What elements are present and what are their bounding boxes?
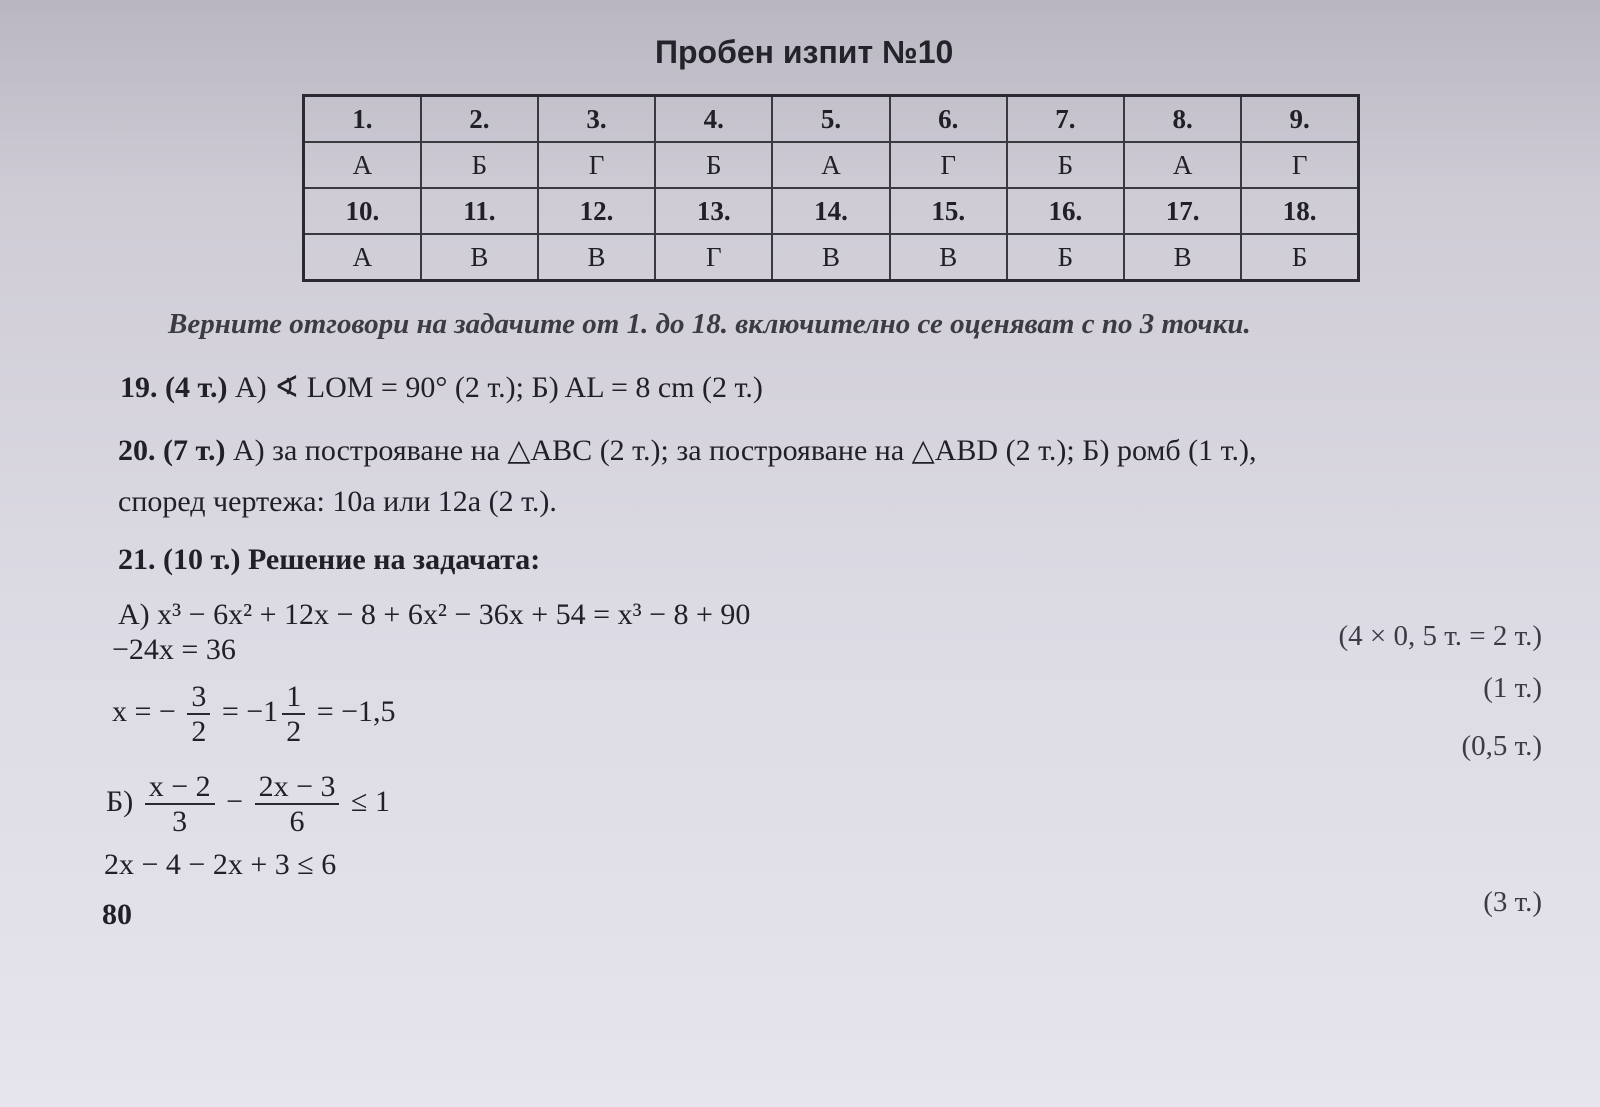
- points-annotation: (3 т.): [1483, 886, 1542, 918]
- table-cell: 13.: [655, 188, 772, 234]
- table-cell: А: [304, 234, 421, 281]
- fraction-denominator: 3: [172, 805, 188, 838]
- table-cell: 1.: [304, 96, 421, 143]
- table-cell: 6.: [890, 96, 1007, 143]
- table-cell: 9.: [1241, 96, 1358, 143]
- table-cell: Б: [1007, 234, 1124, 281]
- fraction-denominator: 2: [191, 715, 207, 748]
- table-cell: Г: [538, 142, 655, 188]
- table-cell: 3.: [538, 96, 655, 143]
- fraction-numerator: x − 2: [145, 770, 215, 805]
- table-cell: 5.: [772, 96, 889, 143]
- task-21-a-line-3: [112, 680, 396, 748]
- points-annotation: (0,5 т.): [1461, 730, 1542, 762]
- task-19-label: 19. (4 т.): [120, 371, 228, 404]
- equation-part: = −1,5: [316, 694, 396, 728]
- table-cell: Б: [1241, 234, 1358, 281]
- table-cell: А: [1124, 142, 1241, 188]
- table-cell: Г: [655, 234, 772, 281]
- fraction-x-minus-2-over-3: [145, 770, 215, 838]
- fraction-numerator: 3: [187, 680, 210, 715]
- table-row-numbers-1: [304, 96, 1359, 143]
- table-cell: Б: [1007, 142, 1124, 188]
- task-20-line-2: според чертежа: 10a или 12a (2 т.).: [118, 485, 557, 518]
- equation-part: ≤ 1: [350, 784, 390, 818]
- task-21-a-line-2: −24x = 36: [112, 633, 236, 666]
- table-cell: 16.: [1007, 188, 1124, 234]
- table-cell: В: [772, 234, 889, 281]
- task-19-text: А) ∢ LOM = 90° (2 т.); Б) AL = 8 cm (2 т.): [234, 371, 763, 404]
- table-cell: 7.: [1007, 96, 1124, 143]
- fraction-numerator: 2x − 3: [255, 770, 340, 805]
- points-annotation: (1 т.): [1483, 672, 1542, 704]
- table-row-numbers-2: [304, 188, 1359, 234]
- page-title: Пробен изпит №10: [655, 34, 954, 70]
- table-cell: 10.: [304, 188, 421, 234]
- fraction-denominator: 6: [289, 805, 305, 838]
- table-cell: Г: [1241, 142, 1358, 188]
- scoring-note: Верните отговори на задачите от 1. до 18. включително се оценяват с по 3 точки.: [168, 308, 1251, 340]
- table-cell: В: [890, 234, 1007, 281]
- fraction-2x-minus-3-over-6: [255, 770, 340, 838]
- table-cell: 11.: [421, 188, 538, 234]
- table-cell: Г: [890, 142, 1007, 188]
- table-cell: 15.: [890, 188, 1007, 234]
- equation-part: −: [226, 784, 244, 818]
- table-cell: 12.: [538, 188, 655, 234]
- table-cell: В: [538, 234, 655, 281]
- equation-label: Б): [106, 784, 134, 818]
- fraction-three-halves: [187, 680, 210, 748]
- table-cell: 14.: [772, 188, 889, 234]
- table-cell: В: [1124, 234, 1241, 281]
- table-cell: В: [421, 234, 538, 281]
- fraction-one-half: [282, 680, 305, 748]
- table-cell: 18.: [1241, 188, 1358, 234]
- page-number: 80: [102, 898, 132, 931]
- table-cell: 4.: [655, 96, 772, 143]
- table-row-answers-1: [304, 142, 1359, 188]
- table-cell: Б: [655, 142, 772, 188]
- points-annotation: (4 × 0, 5 т. = 2 т.): [1338, 620, 1542, 652]
- table-row-answers-2: [304, 234, 1359, 281]
- task-19: [120, 370, 763, 405]
- task-21-heading: 21. (10 т.) Решение на задачата:: [118, 543, 541, 576]
- equation-part: x = −: [112, 694, 176, 728]
- equation-part: = −1: [221, 694, 279, 728]
- task-20-line-1: [118, 433, 1256, 468]
- table-cell: 17.: [1124, 188, 1241, 234]
- table-cell: 8.: [1124, 96, 1241, 143]
- task-20-label: 20. (7 т.): [118, 434, 226, 467]
- fraction-denominator: 2: [286, 715, 302, 748]
- task-21-a-line-1: А) x³ − 6x² + 12x − 8 + 6x² − 36x + 54 = x³ − 8 + 90: [118, 598, 751, 631]
- task-21-b-line-2: 2x − 4 − 2x + 3 ≤ 6: [104, 848, 337, 881]
- fraction-numerator: 1: [282, 680, 305, 715]
- task-20-text-1: А) за построяване на △ABC (2 т.); за построяване на △ABD (2 т.); Б) ромб (1 т.),: [232, 434, 1257, 467]
- answers-table: [302, 94, 1360, 282]
- task-21-b-line-1: [106, 770, 390, 838]
- table-cell: А: [304, 142, 421, 188]
- table-cell: Б: [421, 142, 538, 188]
- table-cell: А: [772, 142, 889, 188]
- table-cell: 2.: [421, 96, 538, 143]
